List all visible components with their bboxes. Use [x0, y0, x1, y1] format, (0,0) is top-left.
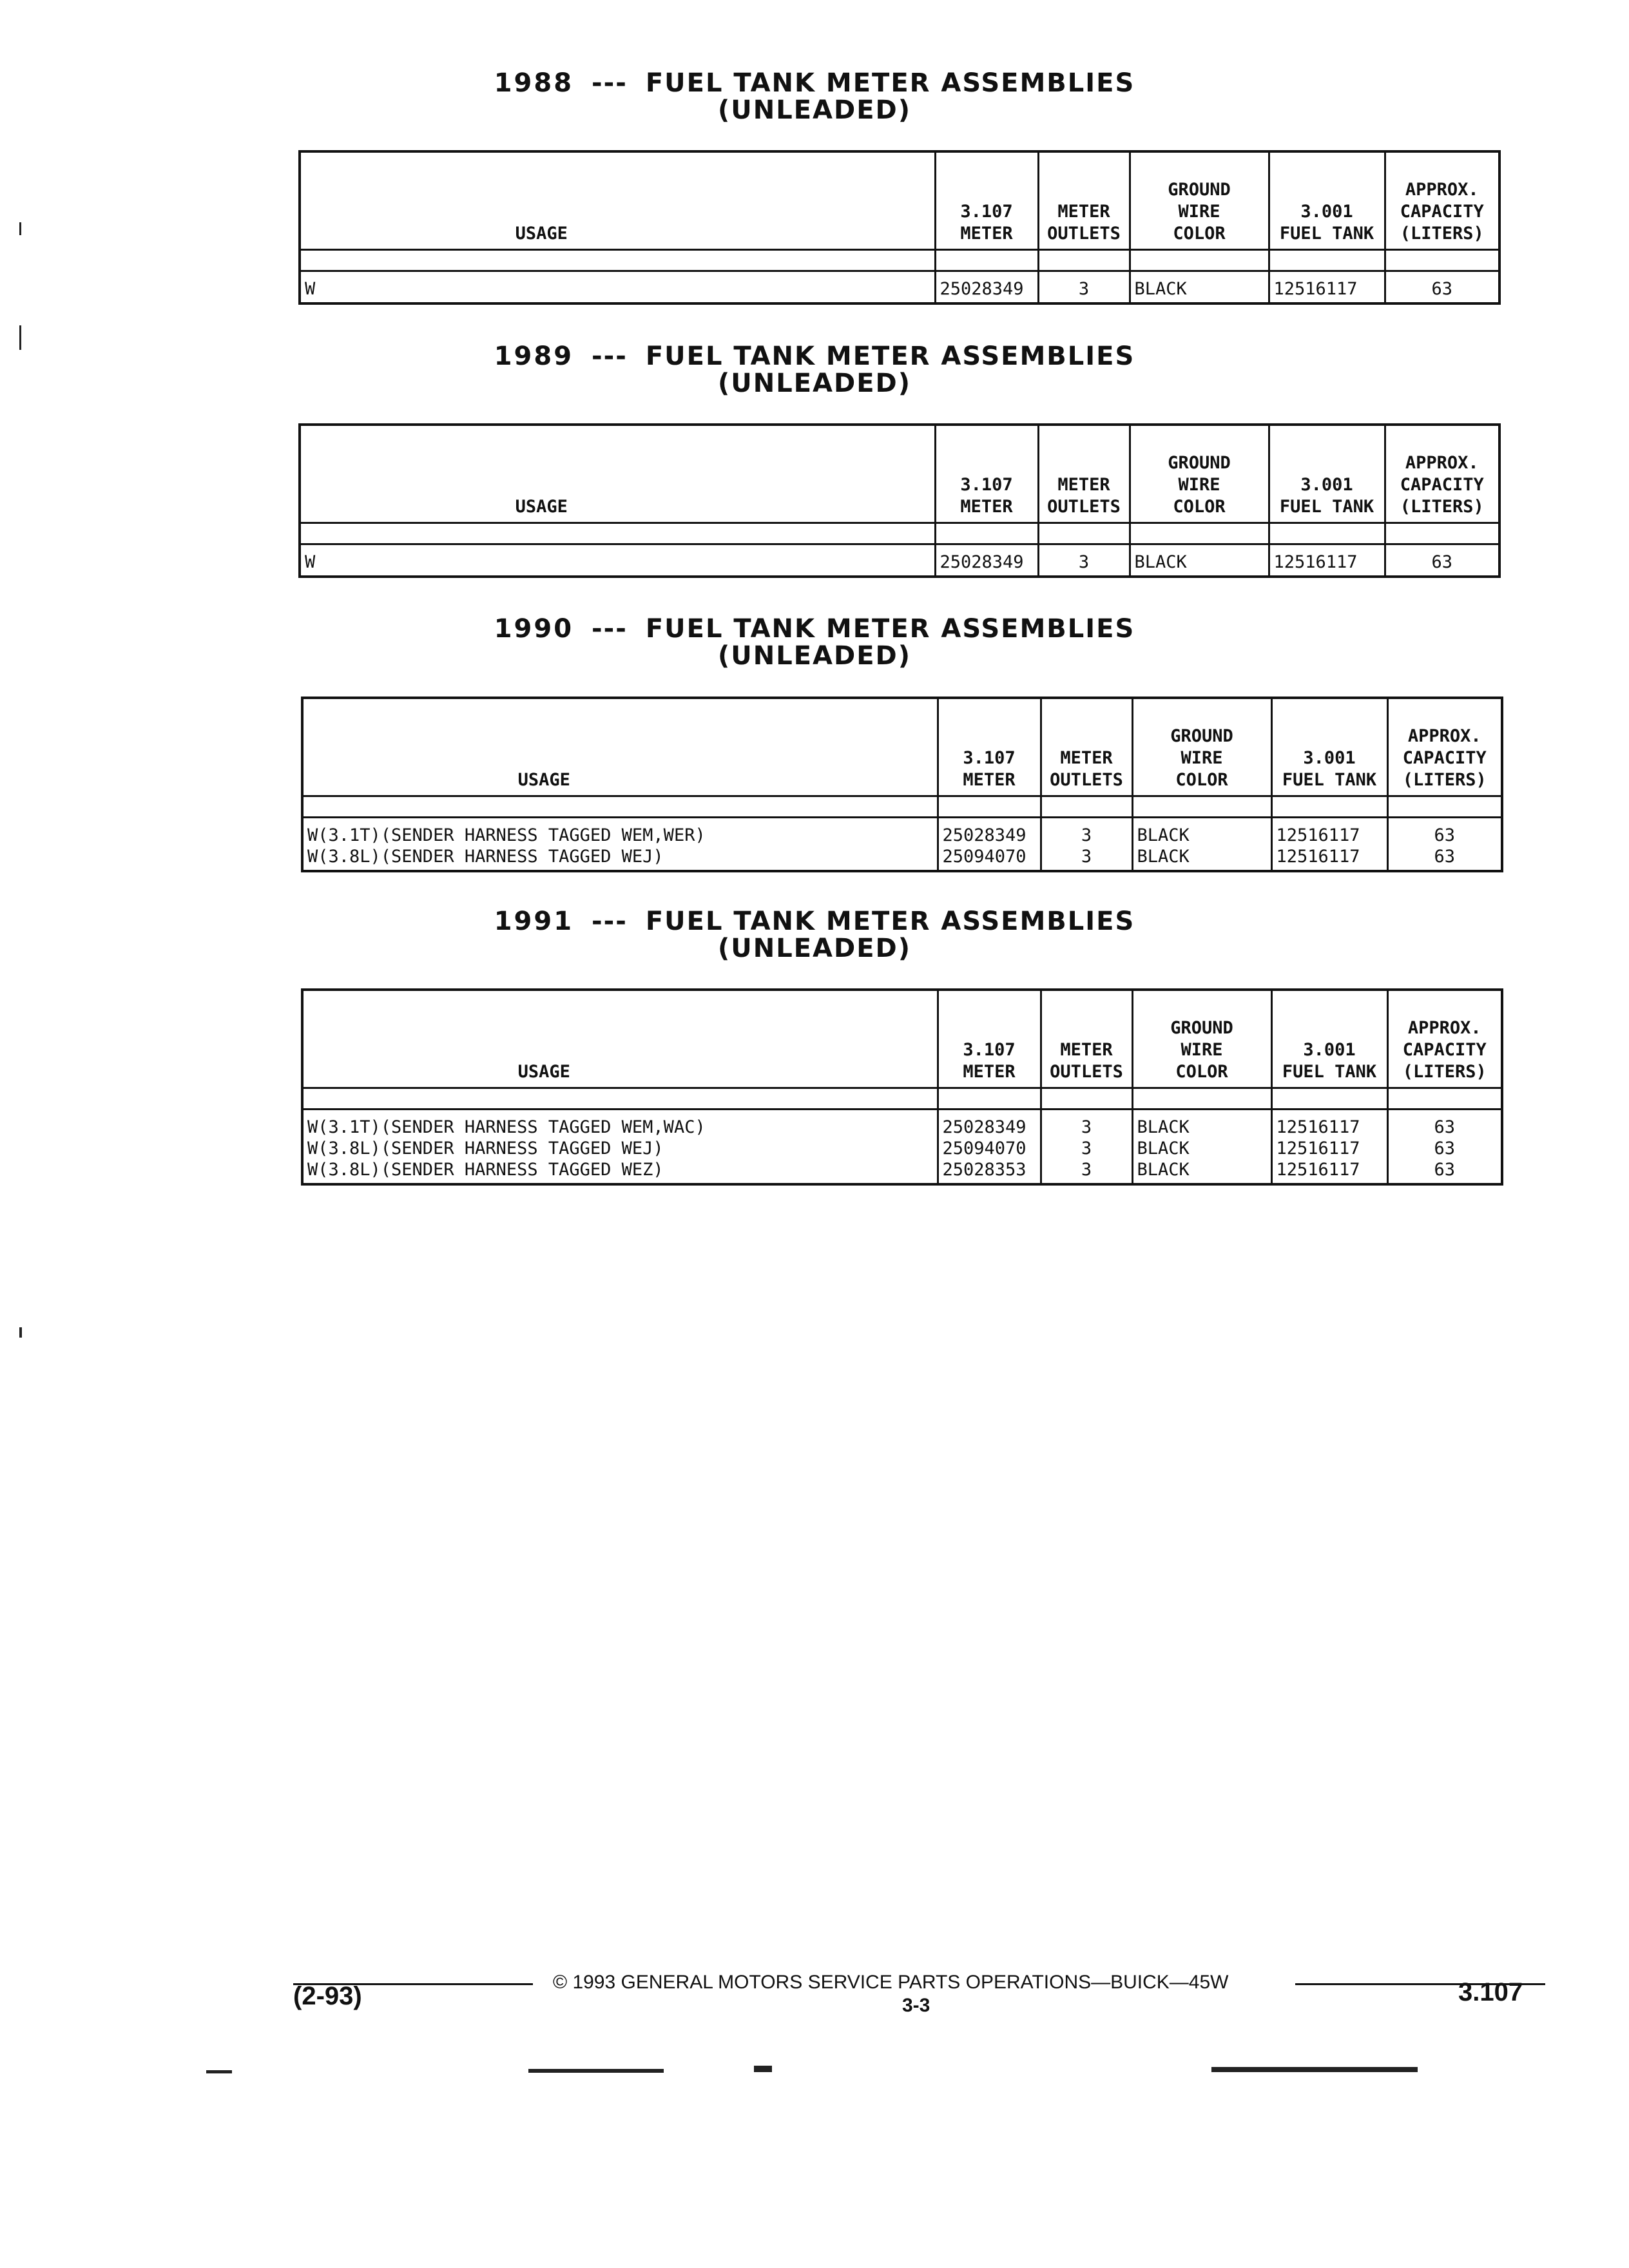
wire-color-cell: BLACK: [1132, 818, 1271, 847]
scan-mark: [528, 2069, 664, 2073]
table-row: [302, 1138, 1502, 1159]
spacer-cell: [1130, 523, 1269, 544]
section-year: 1990: [494, 614, 574, 644]
column-header-line: OUTLETS: [1050, 1062, 1123, 1082]
section-subtitle: (UNLEADED): [717, 934, 912, 963]
column-header-tank: [1271, 698, 1387, 796]
capacity-cell: 63: [1387, 1110, 1502, 1139]
capacity-cell: 63: [1387, 846, 1502, 871]
outlets-cell: 3: [1041, 846, 1132, 871]
usage-cell: W(3.1T)(SENDER HARNESS TAGGED WEM,WAC): [307, 1117, 706, 1137]
column-header-line: METER: [1060, 748, 1113, 768]
column-header-outlets: [1038, 425, 1130, 523]
section-year: 1989: [494, 341, 574, 371]
column-header-line: USAGE: [515, 497, 568, 517]
column-header-line: APPROX.: [1407, 1018, 1481, 1038]
wire-color-cell: BLACK: [1130, 271, 1269, 304]
table-spacer-row: [302, 1088, 1502, 1110]
spacer-cell: [935, 250, 1038, 271]
spacer-cell: [302, 796, 938, 818]
column-header-line: GROUND: [1170, 1018, 1233, 1038]
outlets-cell: 3: [1041, 818, 1132, 847]
column-header-line: COLOR: [1175, 770, 1228, 790]
table-spacer-row: [300, 523, 1499, 544]
scan-mark: [206, 2070, 232, 2073]
column-header-outlets: [1041, 990, 1132, 1088]
column-header-line: WIRE: [1178, 202, 1220, 222]
column-header-meter: [935, 151, 1038, 250]
column-header-line: 3.001: [1300, 475, 1353, 495]
usage-cell: W(3.8L)(SENDER HARNESS TAGGED WEJ): [307, 847, 664, 867]
column-header-line: APPROX.: [1405, 453, 1479, 473]
meter-part-cell: 25094070: [938, 846, 1041, 871]
column-header-line: WIRE: [1181, 748, 1223, 768]
fuel-tank-part-cell: 12516117: [1271, 1110, 1387, 1139]
column-header-line: CAPACITY: [1402, 748, 1487, 768]
outlets-cell: 3: [1041, 1110, 1132, 1139]
column-header-line: GROUND: [1168, 453, 1231, 473]
column-header-line: COLOR: [1173, 497, 1226, 517]
section-subtitle: (UNLEADED): [717, 641, 912, 671]
column-header-line: 3.107: [963, 1040, 1016, 1060]
spacer-cell: [1130, 250, 1269, 271]
column-header-meter: [938, 990, 1041, 1088]
table-row: [302, 818, 1502, 847]
parts-table: [301, 697, 1503, 872]
column-header-capacity: [1385, 151, 1499, 250]
column-header-usage: [302, 990, 938, 1088]
section-title: [0, 342, 1629, 370]
column-header-line: 3.001: [1303, 1040, 1356, 1060]
usage-cell: W(3.8L)(SENDER HARNESS TAGGED WEJ): [307, 1139, 664, 1158]
spacer-cell: [935, 523, 1038, 544]
fuel-tank-part-cell: 12516117: [1269, 271, 1385, 304]
footer-page-number: 3-3: [902, 1995, 930, 2016]
table-row: [302, 1159, 1502, 1184]
column-header-meter: [938, 698, 1041, 796]
spacer-cell: [1385, 250, 1499, 271]
spacer-cell: [1132, 1088, 1271, 1110]
column-header-line: USAGE: [517, 770, 570, 790]
spacer-cell: [1271, 1088, 1387, 1110]
column-header-line: 3.001: [1300, 202, 1353, 222]
column-header-tank: [1271, 990, 1387, 1088]
spacer-cell: [1271, 796, 1387, 818]
column-header-line: (LITERS): [1402, 1062, 1487, 1082]
meter-part-cell: 25028349: [935, 544, 1038, 577]
capacity-cell: 63: [1385, 544, 1499, 577]
section-title: [0, 615, 1629, 643]
section-heading: FUEL TANK METER ASSEMBLIES: [645, 341, 1135, 371]
column-header-line: METER: [963, 770, 1016, 790]
wire-color-cell: BLACK: [1132, 846, 1271, 871]
spacer-cell: [1041, 796, 1132, 818]
column-header-line: 3.107: [963, 748, 1016, 768]
column-header-line: 3.107: [960, 202, 1013, 222]
spacer-cell: [938, 1088, 1041, 1110]
column-header-line: METER: [1057, 202, 1110, 222]
column-header-line: (LITERS): [1400, 497, 1484, 517]
column-header-ground: [1132, 990, 1271, 1088]
spacer-cell: [300, 523, 935, 544]
column-header-line: COLOR: [1175, 1062, 1228, 1082]
column-header-line: METER: [960, 497, 1013, 517]
outlets-cell: 3: [1041, 1138, 1132, 1159]
column-header-line: (LITERS): [1402, 770, 1487, 790]
usage-cell: W: [305, 552, 316, 572]
parts-table: [301, 988, 1503, 1186]
column-header-line: WIRE: [1181, 1040, 1223, 1060]
column-header-tank: [1269, 151, 1385, 250]
wire-color-cell: BLACK: [1130, 544, 1269, 577]
usage-cell: W(3.1T)(SENDER HARNESS TAGGED WEM,WER): [307, 825, 706, 845]
meter-part-cell: 25094070: [938, 1138, 1041, 1159]
table-row: [300, 544, 1499, 577]
column-header-line: FUEL TANK: [1279, 224, 1374, 244]
capacity-cell: 63: [1387, 1138, 1502, 1159]
section-dash: ---: [592, 614, 628, 644]
scan-mark: [19, 1327, 22, 1338]
column-header-capacity: [1387, 698, 1502, 796]
meter-part-cell: 25028349: [935, 271, 1038, 304]
footer-copyright: © 1993 GENERAL MOTORS SERVICE PARTS OPERATIONS—BUICK—45W: [553, 1972, 1229, 1993]
capacity-cell: 63: [1387, 818, 1502, 847]
outlets-cell: 3: [1041, 1159, 1132, 1184]
column-header-line: OUTLETS: [1047, 224, 1121, 244]
wire-color-cell: BLACK: [1132, 1138, 1271, 1159]
fuel-tank-part-cell: 12516117: [1271, 1138, 1387, 1159]
section-dash: ---: [592, 341, 628, 371]
parts-table: [298, 150, 1501, 305]
section-dash: ---: [592, 907, 628, 936]
section-dash: ---: [592, 68, 628, 98]
column-header-line: CAPACITY: [1402, 1040, 1487, 1060]
section-year: 1988: [494, 68, 574, 98]
fuel-tank-part-cell: 12516117: [1271, 818, 1387, 847]
column-header-line: GROUND: [1168, 180, 1231, 200]
column-header-line: CAPACITY: [1400, 475, 1484, 495]
column-header-line: GROUND: [1170, 726, 1233, 746]
spacer-cell: [1132, 796, 1271, 818]
spacer-cell: [1038, 250, 1130, 271]
column-header-outlets: [1038, 151, 1130, 250]
section-year: 1991: [494, 907, 574, 936]
spacer-cell: [1385, 523, 1499, 544]
column-header-usage: [300, 151, 935, 250]
column-header-line: (LITERS): [1400, 224, 1484, 244]
fuel-tank-part-cell: 12516117: [1271, 1159, 1387, 1184]
wire-color-cell: BLACK: [1132, 1110, 1271, 1139]
section-title: [0, 69, 1629, 97]
capacity-cell: 63: [1387, 1159, 1502, 1184]
column-header-tank: [1269, 425, 1385, 523]
spacer-cell: [1041, 1088, 1132, 1110]
footer-section-number: 3.107: [1458, 1978, 1523, 2006]
table-row: [302, 846, 1502, 871]
column-header-line: METER: [963, 1062, 1016, 1082]
column-header-line: METER: [1060, 1040, 1113, 1060]
column-header-capacity: [1385, 425, 1499, 523]
spacer-cell: [1269, 250, 1385, 271]
spacer-cell: [300, 250, 935, 271]
column-header-ground: [1130, 425, 1269, 523]
section-subtitle: (UNLEADED): [717, 369, 912, 398]
column-header-line: FUEL TANK: [1282, 770, 1377, 790]
column-header-line: 3.001: [1303, 748, 1356, 768]
parts-table: [298, 423, 1501, 578]
table-spacer-row: [302, 796, 1502, 818]
table-row: [300, 271, 1499, 304]
column-header-line: 3.107: [960, 475, 1013, 495]
spacer-cell: [1387, 796, 1502, 818]
column-header-capacity: [1387, 990, 1502, 1088]
spacer-cell: [1269, 523, 1385, 544]
meter-part-cell: 25028349: [938, 1110, 1041, 1139]
table-row: [302, 1110, 1502, 1139]
column-header-line: OUTLETS: [1047, 497, 1121, 517]
column-header-line: USAGE: [517, 1062, 570, 1082]
scan-mark: [19, 222, 21, 235]
table-spacer-row: [300, 250, 1499, 271]
meter-part-cell: 25028349: [938, 818, 1041, 847]
spacer-cell: [1387, 1088, 1502, 1110]
section-title: [0, 907, 1629, 936]
section-heading: FUEL TANK METER ASSEMBLIES: [645, 68, 1135, 98]
usage-cell: W(3.8L)(SENDER HARNESS TAGGED WEZ): [307, 1160, 664, 1180]
column-header-line: METER: [960, 224, 1013, 244]
section-heading: FUEL TANK METER ASSEMBLIES: [645, 614, 1135, 644]
column-header-line: WIRE: [1178, 475, 1220, 495]
column-header-line: FUEL TANK: [1279, 497, 1374, 517]
column-header-ground: [1132, 698, 1271, 796]
column-header-line: APPROX.: [1405, 180, 1479, 200]
meter-part-cell: 25028353: [938, 1159, 1041, 1184]
column-header-line: FUEL TANK: [1282, 1062, 1377, 1082]
fuel-tank-part-cell: 12516117: [1271, 846, 1387, 871]
column-header-line: COLOR: [1173, 224, 1226, 244]
spacer-cell: [302, 1088, 938, 1110]
footer-revision: (2-93): [293, 1982, 362, 2010]
section-subtitle: (UNLEADED): [717, 95, 912, 125]
scan-mark: [754, 2066, 772, 2072]
column-header-line: APPROX.: [1407, 726, 1481, 746]
column-header-line: USAGE: [515, 224, 568, 244]
column-header-outlets: [1041, 698, 1132, 796]
wire-color-cell: BLACK: [1132, 1159, 1271, 1184]
column-header-usage: [300, 425, 935, 523]
usage-cell: W: [305, 279, 316, 299]
fuel-tank-part-cell: 12516117: [1269, 544, 1385, 577]
column-header-line: CAPACITY: [1400, 202, 1484, 222]
column-header-meter: [935, 425, 1038, 523]
spacer-cell: [938, 796, 1041, 818]
capacity-cell: 63: [1385, 271, 1499, 304]
scan-mark: [19, 325, 21, 350]
outlets-cell: 3: [1038, 271, 1130, 304]
column-header-line: OUTLETS: [1050, 770, 1123, 790]
spacer-cell: [1038, 523, 1130, 544]
scan-mark: [1211, 2067, 1418, 2072]
column-header-ground: [1130, 151, 1269, 250]
section-heading: FUEL TANK METER ASSEMBLIES: [645, 907, 1135, 936]
column-header-usage: [302, 698, 938, 796]
column-header-line: METER: [1057, 475, 1110, 495]
outlets-cell: 3: [1038, 544, 1130, 577]
